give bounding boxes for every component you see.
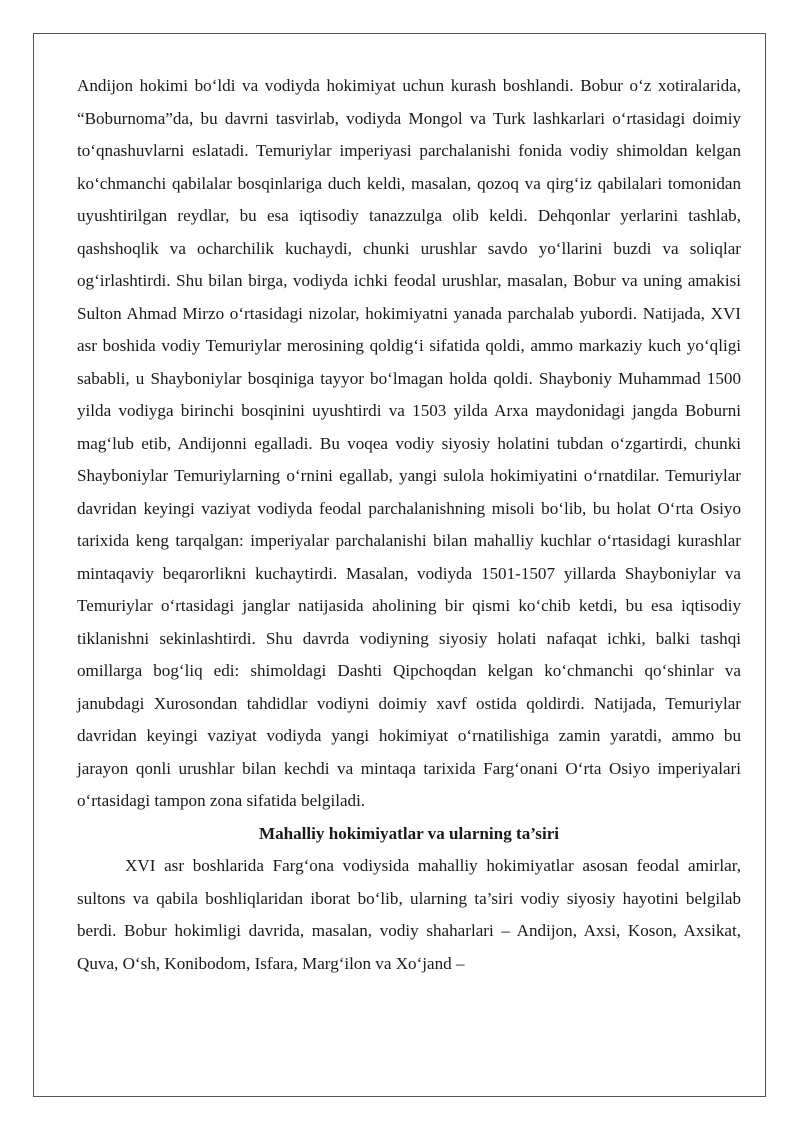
document-body xyxy=(77,70,741,980)
body-paragraph-2: XVI asr boshlarida Farg‘ona vodiysida mahalliy hokimiyatlar asosan feodal amirlar, sultons va qabila boshliqlaridan iborat bo‘lib, ularning ta’siri vodiy siyosiy hayotini belgilab berdi. Bobur hokimligi davrida, masalan, vodiy shaharlari – Andijon, Axsi, Koson, Axsikat, Quva, O‘sh, Konibodom, Isfara, Marg‘ilon va Xo‘jand – xyxy=(77,856,741,973)
body-paragraph-1: Andijon hokimi bo‘ldi va vodiyda hokimiyat uchun kurash boshlandi. Bobur o‘z xotiralarida, “Boburnoma”da, bu davrni tasvirlab, vodiyda Mongol va Turk lashkarlari o‘rtasidagi doimiy to‘qnashuvlarni eslatadi. Temuriylar imperiyasi parchalanishi fonida vodiy shimoldan kelgan ko‘chmanchi qabilalar bosqinlariga duch keldi, masalan, qozoq va qirg‘iz qabilalari tomonidan uyushtirilgan reydlar, bu esa iqtisodiy tanazzulga olib keldi. Dehqonlar yerlarini tashlab, qashshoqlik va ocharchilik kuchaydi, chunki urushlar savdo yo‘llarini buzdi va soliqlar og‘irlashtirdi. Shu bilan birga, vodiyda ichki feodal urushlar, masalan, Bobur va uning amakisi Sulton Ahmad Mirzo o‘rtasidagi nizolar, hokimiyatni yanada parchalab yubordi. Natijada, XVI asr boshida vodiy Temuriylar merosining qoldig‘i sifatida qoldi, ammo markaziy kuch yo‘qligi sababli, u Shayboniylar bosqiniga tayyor bo‘lmagan holda qoldi. Shayboniy Muhammad 1500 yilda vodiyga birinchi bosqinini uyushtirdi va 1503 yilda Arxa maydonidagi jangda Boburni mag‘lub etib, Andijonni egalladi. Bu voqea vodiy siyosiy holatini tubdan o‘zgartirdi, chunki Shayboniylar Temuriylarning o‘rnini egallab, yangi sulola hokimiyatini o‘rnatdilar. Temuriylar davridan keyingi vaziyat vodiyda feodal parchalanishning misoli bo‘lib, bu holat O‘rta Osiyo tarixida keng tarqalgan: imperiyalar parchalanishi bilan mahalliy kuchlar o‘rtasidagi kurashlar mintaqaviy beqarorlikni kuchaytirdi. Masalan, vodiyda 1501-1507 yillarda Shayboniylar va Temuriylar o‘rtasidagi janglar natijasida aholining bir qismi ko‘chib ketdi, bu esa iqtisodiy tiklanishni sekinlashtirdi. Shu davrda vodiyning siyosiy holati nafaqat ichki, balki tashqi omillarga bog‘liq edi: shimoldagi Dashti Qipchoqdan kelgan ko‘chmanchi qo‘shinlar va janubdagi Xurosondan tahdidlar vodiyni doimiy xavf ostida qoldirdi. Natijada, Temuriylar davridan keyingi vaziyat vodiyda yangi hokimiyat o‘rnatilishiga zamin yaratdi, ammo bu jarayon qonli urushlar bilan kechdi va mintaqa tarixida Farg‘onani O‘rta Osiyo imperiyalari o‘rtasidagi tampon zona sifatida belgiladi. xyxy=(77,76,741,810)
section-heading: Mahalliy hokimiyatlar va ularning ta’siri xyxy=(258,823,560,843)
